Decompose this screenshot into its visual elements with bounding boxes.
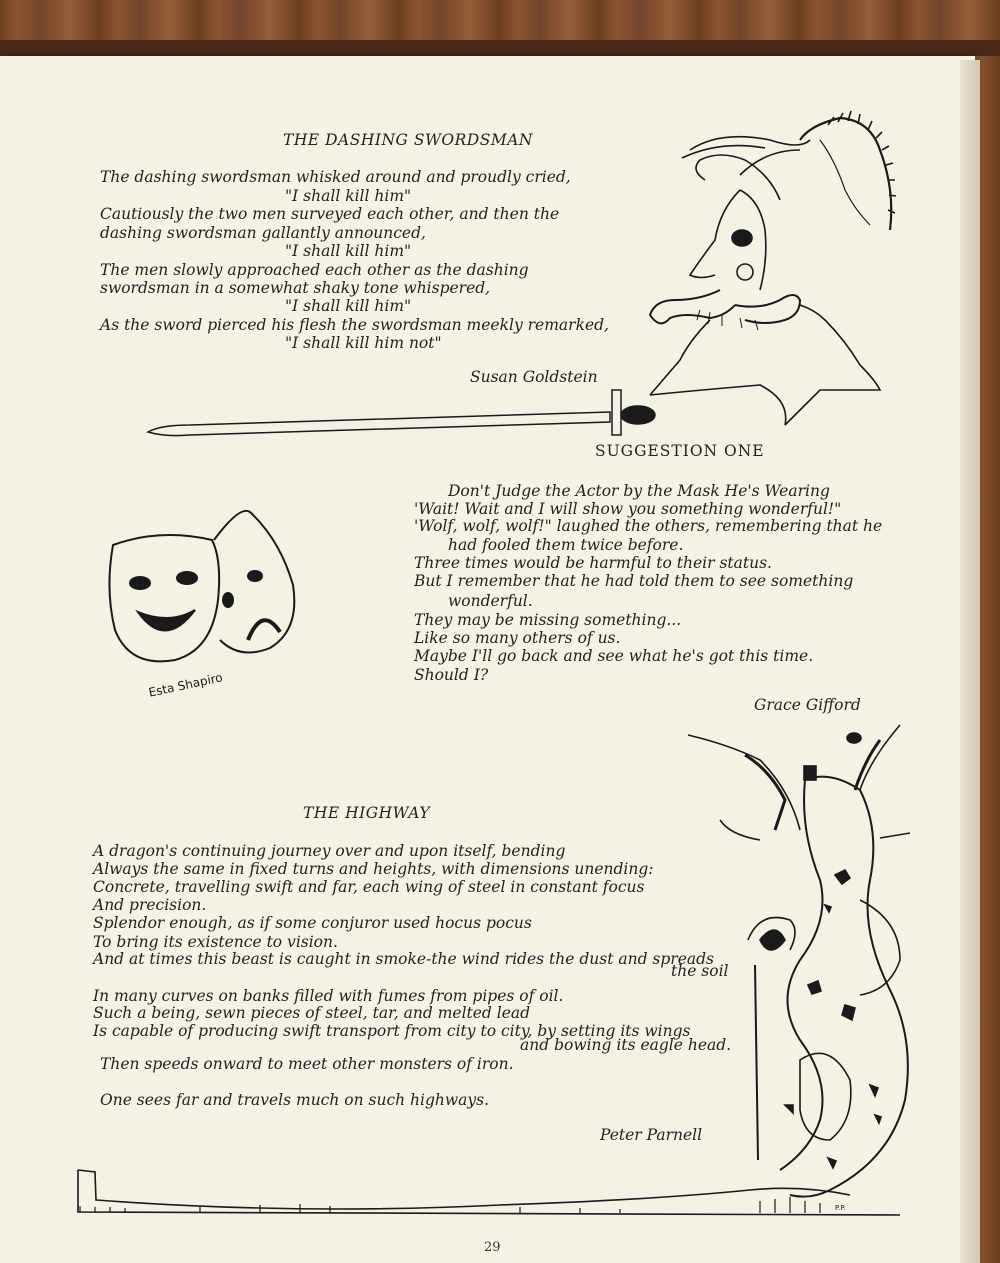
- poem-line: The men slowly approached each other as the dashing: [100, 261, 529, 279]
- poem-line: "I shall kill him": [285, 187, 412, 205]
- poem-line: But I remember that he had told them to see something: [414, 572, 854, 590]
- swordsman-illustration: [650, 111, 896, 425]
- poem-line: To bring its existence to vision.: [93, 933, 338, 951]
- poem-line: dashing swordsman gallantly announced,: [100, 224, 426, 242]
- poem-line: 'Wait! Wait and I will show you something wonderful!": [414, 500, 842, 518]
- poem-line: A dragon's continuing journey over and upon itself, bending: [93, 842, 566, 860]
- poem-line: Splendor enough, as if some conjuror used hocus pocus: [93, 914, 532, 932]
- poem-line: And at times this beast is caught in smoke-the wind rides the dust and spreads: [93, 950, 714, 968]
- highway-dragon-illustration: [78, 725, 910, 1215]
- poem-line: One sees far and travels much on such highways.: [100, 1091, 490, 1109]
- poem-line: Such a being, sewn pieces of steel, tar, and melted lead: [93, 1004, 531, 1022]
- svg-text:Esta Shapiro: Esta Shapiro: [147, 670, 224, 700]
- poem-line: and bowing its eagle head.: [520, 1036, 732, 1054]
- poem-title: SUGGESTION ONE: [595, 442, 765, 460]
- poem-line: They may be missing something...: [414, 611, 682, 629]
- poem-line: Always the same in fixed turns and heights, with dimensions unending:: [93, 860, 654, 878]
- poem-line: wonderful.: [448, 592, 533, 610]
- poem-title: THE DASHING SWORDSMAN: [283, 131, 533, 149]
- poem-line: As the sword pierced his flesh the swordsman meekly remarked,: [100, 316, 609, 334]
- poem-line: Cautiously the two men surveyed each other, and then the: [100, 205, 560, 223]
- poem-line: swordsman in a somewhat shaky tone whispered,: [100, 279, 491, 297]
- poem-line: Is capable of producing swift transport from city to city, by setting its wings: [93, 1022, 691, 1040]
- poem-line: "I shall kill him": [285, 297, 412, 315]
- poem-author: Grace Gifford: [754, 696, 861, 714]
- poem-line: In many curves on banks filled with fumes from pipes of oil.: [93, 987, 564, 1005]
- poem-line: Maybe I'll go back and see what he's got this time.: [414, 647, 814, 665]
- poem-line: 'Wolf, wolf, wolf!" laughed the others, remembering that he: [414, 517, 883, 535]
- poem-line: "I shall kill him": [285, 242, 412, 260]
- poem-line: the soil: [671, 962, 729, 980]
- svg-text:P.P.: P.P.: [835, 1204, 846, 1212]
- poem-line: Like so many others of us.: [414, 629, 621, 647]
- poem-author: Susan Goldstein: [470, 368, 598, 386]
- sword-illustration: [148, 390, 655, 436]
- poem-title: THE HIGHWAY: [303, 804, 431, 822]
- poem-line: Three times would be harmful to their status.: [414, 554, 772, 572]
- poem-line: had fooled them twice before.: [448, 536, 684, 554]
- comedy-tragedy-masks: [109, 511, 294, 700]
- poem-line: "I shall kill him not": [285, 334, 442, 352]
- poem-line: Concrete, travelling swift and far, each wing of steel in constant focus: [93, 878, 645, 896]
- poem-line: And precision.: [93, 896, 207, 914]
- poem-line: Should I?: [414, 666, 489, 684]
- poem-author: Peter Parnell: [600, 1126, 703, 1144]
- page-number: 29: [484, 1240, 501, 1255]
- poem-line: Then speeds onward to meet other monsters of iron.: [100, 1055, 514, 1073]
- poem-line: Don't Judge the Actor by the Mask He's Wearing: [448, 482, 830, 500]
- poem-line: The dashing swordsman whisked around and proudly cried,: [100, 168, 571, 186]
